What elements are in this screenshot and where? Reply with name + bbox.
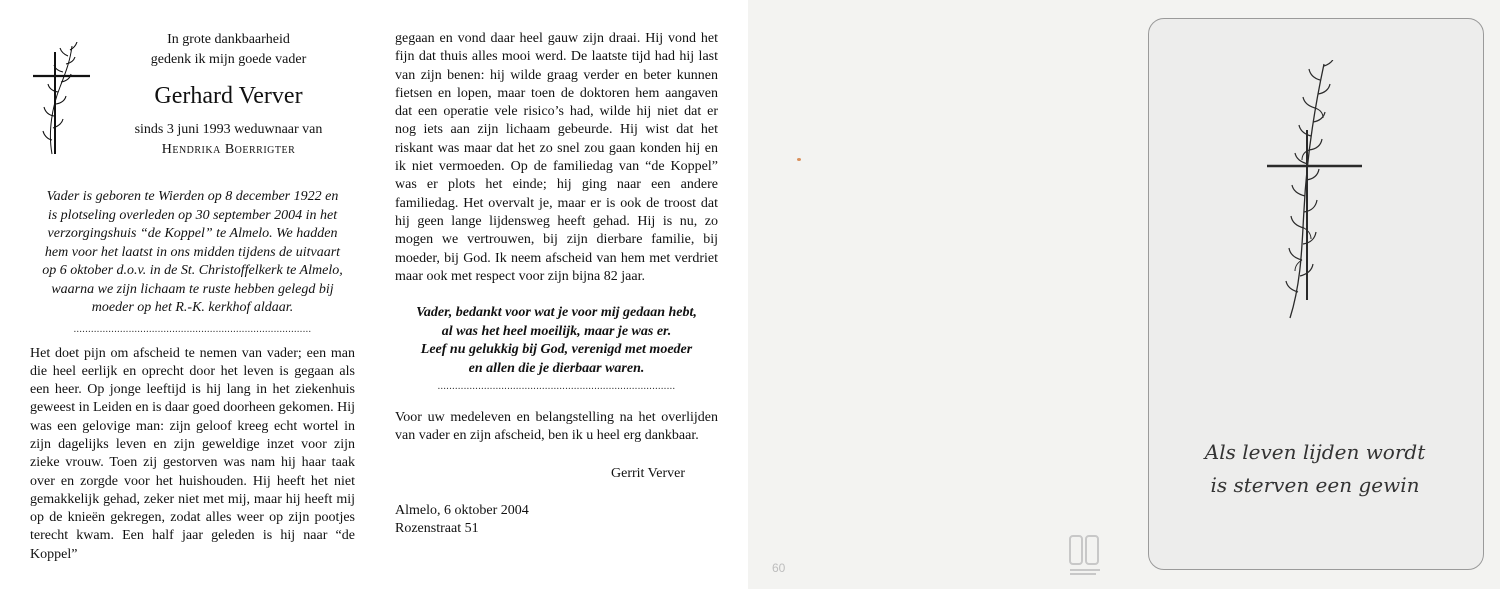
widower-line: sinds 3 juni 1993 weduwnaar van [134, 122, 323, 137]
card-header [102, 30, 355, 160]
biography-intro [30, 188, 355, 318]
poem-line: Vader, bedankt voor wat je voor mij gedaan hebt, [416, 305, 697, 321]
motto-line-1: Als leven lijden wordt [1204, 440, 1426, 464]
intro-line: verzorgingshuis “de Koppel” te Almelo. We hadden [47, 226, 338, 241]
dedication-line-1: In grote dankbaarheid [167, 32, 290, 47]
paper-speck [797, 158, 801, 161]
intro-line: moeder op het R.-K. kerkhof aldaar. [91, 300, 294, 315]
right-column [395, 30, 718, 539]
dedication-line-2: gedenk ik mijn goede vader [150, 52, 307, 67]
cross-with-palm-branch-icon [1262, 60, 1370, 322]
signature: Gerrit Verver [611, 465, 685, 481]
intro-line: is plotseling overleden op 30 september 2004 in het [47, 207, 338, 223]
deceased-name: Gerhard Verver [154, 83, 303, 109]
motto-line-2: is sterven een gewin [1210, 473, 1420, 497]
intro-line: hem voor het laatst in ons midden tijdens de uitvaart [44, 244, 341, 260]
thanks-text: Voor uw medeleven en belangstelling na het overlijden van vader en zijn afscheid, ben ik u heel erg dankbaar. [395, 410, 718, 444]
farewell-poem [395, 304, 718, 378]
place-date: Almelo, 6 oktober 2004 [395, 502, 529, 518]
page-number: 60 [772, 561, 786, 575]
place-date-address [395, 502, 718, 539]
card-motto [1148, 436, 1482, 502]
intro-line: Vader is geboren te Wierden op 8 december 1922 en [46, 189, 339, 204]
dotted-separator: .................................................................................. [73, 323, 312, 335]
tribute-text-part-1: Het doet pijn om afscheid te nemen van vader; een man die heel eerlijk en oprecht door het leven is gegaan als een heer. Op jonge leeftijd is hij lang in het ziekenhuis geweest in Leiden en is daar goed doorheen gekomen. Hij was een gelovige man: zijn geloof kreeg echt wortel in zijn dagelijks leven en zijn geweldige inzet voor zijn zieke vrouw. Toen zij gestorven was nam hij haar taak over en zorgde voor het huishouden. Hij heeft het niet gemakkelijk gehad, zeker niet met mij, maar hij heeft mij op de knieën gekregen, zodat alles weer op zijn pootjes terecht kwam. Een half jaar geleden is hij naar “de Koppel” [30, 345, 356, 562]
wife-name: Hendrika Boerrigter [161, 142, 296, 157]
poem-line: en allen die je dierbaar waren. [468, 360, 645, 376]
poem-line: al was het heel moeilijk, maar je was er. [441, 323, 672, 339]
intro-line: waarna we zijn lichaam te ruste hebben gelegd bij [51, 281, 334, 297]
poem-line: Leef nu gelukkig bij God, verenigd met moeder [420, 342, 693, 358]
text-pages [0, 0, 748, 589]
street-address: Rozenstraat 51 [395, 521, 479, 537]
left-column [30, 30, 355, 564]
dotted-separator: .................................................................................. [437, 381, 676, 393]
tribute-text-part-2: gegaan en vond daar heel gauw zijn draai. Hij vond het fijn dat thuis alles mooi werd. De laatste tijd had hij last van zijn benen: hij wilde graag verder en beter kunnen fietsen en lopen, maar toen de doktoren hem aangaven dat een operatie vele risico’s had, wilde hij niet dat er nog iets aan zijn lichaam gebeurde. Hij wist dat het riskant was maar dat het zo snel zou gaan konden hij en ik niet vermoeden. Op de familiedag van “de Koppel” was er plots het einde; hij ging naar een andere familiedag. Het overvalt je, maar er is ook de troost dat hij geen lange lijdensweg heeft gehad. Hij is nu, zo mogen we vertrouwen, bij zijn dierbare familie, bij moeder, bij God. Ik neem afscheid van hem met verdriet maar ook met respect voor zijn bijna 82 jaar. [395, 31, 718, 284]
printer-logo-icon [1066, 532, 1106, 576]
intro-line: op 6 oktober d.o.v. in de St. Christoffelkerk te Almelo, [42, 263, 343, 278]
